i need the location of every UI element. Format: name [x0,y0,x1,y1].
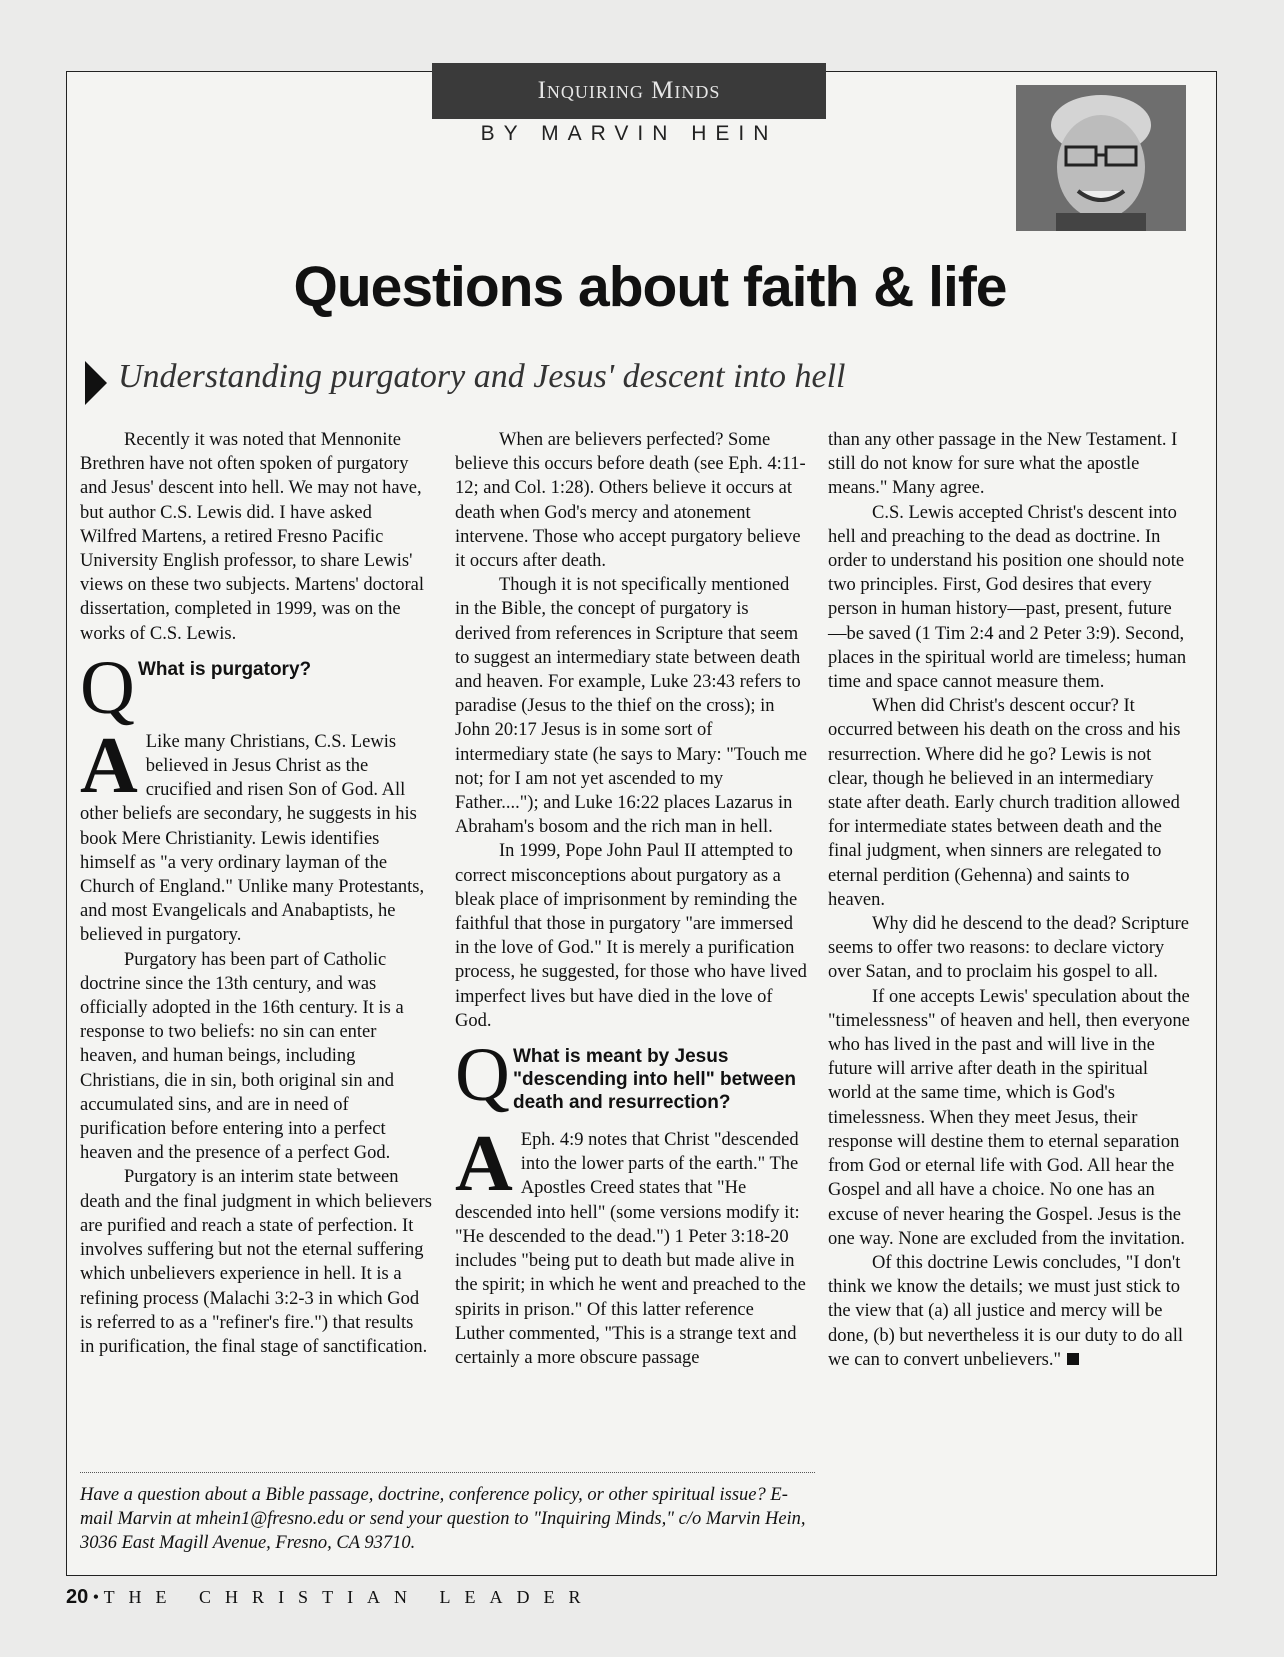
question-1 [80,645,432,730]
a-letter: A [455,1120,513,1209]
page-number: 20 [66,1586,89,1608]
end-mark-icon [1067,1353,1079,1365]
answer-2-paragraph [455,1120,807,1370]
column-1 [80,428,432,1359]
reader-question-note: Have a question about a Bible passage, doctrine, conference policy, or other spiritual issue? E-mail Marvin at mhein1@fresno.edu or send your question to "Inquiring Minds," c/o Marvin Hein, 3036 East Magill Avenue, Fresno, CA 93710. [80,1472,815,1556]
author-photo [1016,85,1186,231]
column-2 [455,428,807,1370]
paragraph: than any other passage in the New Testament. I still do not know for sure what the apostle means." Many agree. [828,430,1178,499]
answer-1-text: Like many Christians, C.S. Lewis believed in Jesus Christ as the crucified and risen Son of God. All other beliefs are secondary, he suggests in his book Mere Christianity. Lewis identifies himself as "a very ordinary layman of the Church of England." Unlike many Protestants, and most Evangelicals and Anabaptists, he believed in purgatory. [80,731,425,946]
page-footer [66,1586,595,1609]
paragraph: Though it is not specifically mentioned in the Bible, the concept of purgatory is derived from references in Scripture that seem to suggest an intermediary state between death and heaven. For example, Luke 23:43 refers to paradise (Jesus to the thief on the cross); in John 20:17 Jesus is in some sort of intermediary state (he says to Mary: "Touch me not; for I am not yet ascended to my Father...."); and Luke 16:22 places Lazarus in Abraham's bosom and the rich man in hell. [455,575,807,838]
a-letter: A [80,721,138,810]
question-1-text: What is purgatory? [138,658,312,680]
column-3 [828,428,1190,1372]
paragraph: Why did he descend to the dead? Scripture seems to offer two reasons: to declare victory over Satan, and to proclaim his gospel to all. [828,914,1189,983]
question-2-text: What is meant by Jesus "descending into hell" between death and resurrection? [513,1046,796,1114]
answer-1-paragraph [80,721,432,948]
headline: Questions about faith & life [293,255,1007,319]
closing-text: Of this doctrine Lewis concludes, "I don't think we know the details; we must just stick to the view that (a) all justice and mercy will be done, (b) but nevertheless it is our duty to do all we can to convert unbelievers." [828,1252,1184,1370]
answer-2-text: Eph. 4:9 notes that Christ "descended into the lower parts of the earth." The Apostles Creed states that "He descended into hell" (some versions modify it: "He descended to the dead.") 1 Peter 3:18-20 includes "being put to death but made alive in the spirit; in which he went and preached to the spirits in prison." Of this latter reference Luther commented, "This is a strange text and certainly a more obscure passage [455,1130,806,1368]
q-letter: Q [455,1033,510,1118]
paragraph: Purgatory has been part of Catholic doctrine since the 13th century, and was officially adopted in the 16th century. It is a response to two beliefs: no sin can enter heaven, and human beings, including Christians, die in sin, both original sin and accumulated sins, and are in need of purification before entering into a perfect heaven and the presence of a perfect God. [80,949,404,1164]
paragraph: C.S. Lewis accepted Christ's descent into hell and preaching to the dead as doctrine. In order to understand his position one should note two principles. First, God desires that every person in human history—past, present, future—be saved (1 Tim 2:4 and 2 Peter 3:9). Second, places in the spiritual world are timeless; human time and space cannot measure them. [828,502,1187,693]
arrow-icon [85,361,107,405]
paragraph: Purgatory is an interim state between death and the final judgment in which believers are purified and reach a state of perfection. It involves suffering but not the eternal suffering which unbelievers experience in hell. It is a refining process (Malachi 3:2-3 in which God is referred to as a "refiner's fire.") that results in purification, the final stage of sanctification. [80,1167,432,1357]
closing-paragraph [828,1251,1190,1372]
footer-separator: • [92,1587,100,1607]
paragraph: If one accepts Lewis' speculation about the "timelessness" of heaven and hell, then everyone who has lived in the past and will live in the future will arrive after death in the spiritual world at the same time, which is God's timelessness. When they meet Jesus, their response will destine them to eternal separation from God or eternal life with God. All hear the Gospel and all have a choice. No one has an excuse of never hearing the Gospel. Jesus is the one way. None are excluded from the invitation. [828,986,1190,1249]
column-banner: Inquiring Minds [432,63,826,119]
q-letter: Q [80,645,135,730]
paragraph: In 1999, Pope John Paul II attempted to correct misconceptions about purgatory as a bleak place of imprisonment by reminding the faithful that those in purgatory "are immersed in the love of God." It is merely a purification process, he suggested, for those who have lived imperfect lives but have died in the love of God. [455,841,807,1031]
subhead [85,358,1185,408]
author-portrait-image [1016,85,1186,231]
intro-paragraph: Recently it was noted that Mennonite Brethren have not often spoken of purgatory and Jesus' descent into hell. We may not have, but author C.S. Lewis did. I have asked Wilfred Martens, a retired Fresno Pacific University English professor, to share Lewis' views on these two subjects. Martens' doctoral dissertation, completed in 1999, was on the works of C.S. Lewis. [80,430,424,644]
magazine-name: THE CHRISTIAN LEADER [103,1587,595,1607]
paragraph: When did Christ's descent occur? It occurred between his death on the cross and his resurrection. Where did he go? Lewis is not clear, though he believed in an intermediary state after death. Early church tradition allowed for intermediate states between death and the final judgment, when sinners are relegated to eternal perdition (Gehenna) and saints to heaven. [828,696,1181,910]
question-2 [455,1033,807,1118]
byline: BY MARVIN HEIN [480,122,778,145]
subhead-text: Understanding purgatory and Jesus' descent into hell [118,358,846,395]
paragraph: When are believers perfected? Some believe this occurs before death (see Eph. 4:11-12; and Col. 1:28). Others believe it occurs at death when God's mercy and atonement intervene. Those who accept purgatory believe it occurs after death. [455,430,806,572]
